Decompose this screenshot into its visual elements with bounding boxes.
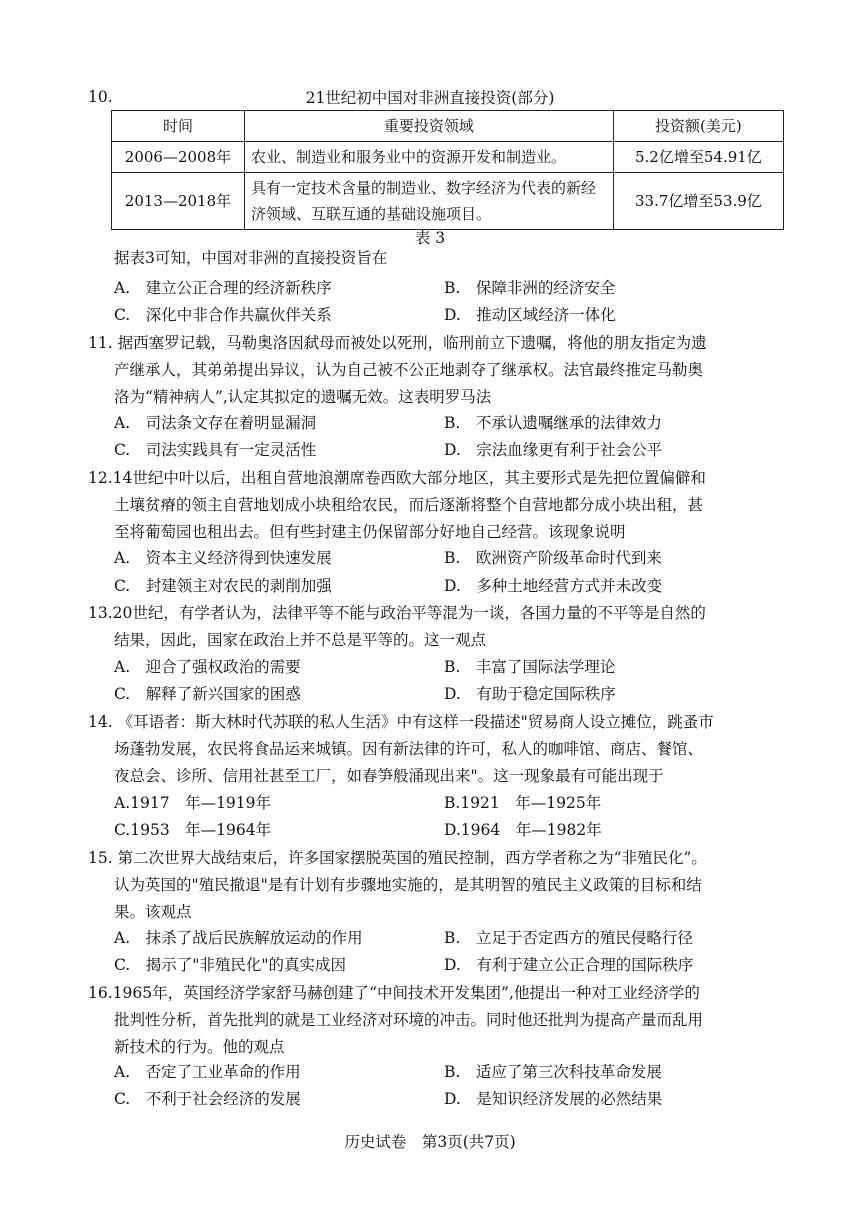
option-b[interactable]: B. 适应了第三次科技革命发展: [444, 1063, 662, 1081]
option-d[interactable]: D. 有助于稳定国际秩序: [444, 685, 616, 703]
option-d[interactable]: D. 宗法血缘更有利于社会公平: [444, 441, 663, 459]
option-c[interactable]: C. 揭示了"非殖民化"的真实成因: [114, 956, 346, 974]
option-a[interactable]: A. 资本主义经济得到快速发展: [114, 549, 332, 567]
question-11-line: 产继承人，其弟弟提出异议，认为自己被不公正地剥夺了继承权。法官最终推定马勒奥: [114, 361, 704, 379]
option-c[interactable]: C. 深化中非合作共赢伙伴关系: [114, 306, 332, 324]
option-b[interactable]: B. 保障非洲的经济安全: [444, 279, 616, 297]
row-field: 具有一定技术含量的制造业、数字经济为代表的新经济领域、互联互通的基础设施项目。: [244, 173, 613, 230]
header-time: 时间: [112, 111, 245, 142]
option-d[interactable]: D. 多种土地经营方式并未改变: [444, 577, 663, 595]
option-a[interactable]: A. 否定了工业革命的作用: [114, 1063, 301, 1081]
question-15-line: 15. 第二次世界大战结束后，许多国家摆脱英国的殖民控制，西方学者称之为“非殖民化”。: [88, 849, 707, 867]
row-time: 2013—2018年: [112, 173, 245, 230]
question-12-line: 12.14世纪中叶以后，出租自营地浪潮席卷西欧大部分地区，其主要形式是先把位置偏僻和: [88, 469, 706, 487]
question-11-line: 11. 据西塞罗记载，马勒奥洛因弑母而被处以死刑，临刑前立下遗嘱，将他的朋友指定为遗: [88, 334, 707, 352]
option-b[interactable]: B. 欧洲资产阶级革命时代到来: [444, 549, 662, 567]
question-13-line: 结果，因此，国家在政治上并不总是平等的。这一观点: [114, 631, 487, 649]
option-a[interactable]: A. 司法条文存在着明显漏洞: [114, 414, 317, 432]
question-16-line: 新技术的行为。他的观点: [114, 1038, 285, 1056]
question-14-line: 14. 《耳语者：斯大林时代苏联的私人生活》中有这样一段描述"贸易商人设立摊位，跳蚤市: [88, 713, 714, 731]
option-b[interactable]: B. 立足于否定西方的殖民侵略行径: [444, 929, 693, 947]
option-d[interactable]: D.1964 年—1982年: [444, 821, 602, 839]
table-row: [112, 173, 784, 230]
option-d[interactable]: D. 有利于建立公正合理的国际秩序: [444, 956, 694, 974]
option-a[interactable]: A. 抹杀了战后民族解放运动的作用: [114, 929, 363, 947]
option-c[interactable]: C.1953 年—1964年: [114, 821, 272, 839]
table-title: 21世纪初中国对非洲直接投资(部分): [305, 89, 555, 107]
option-c[interactable]: C. 封建领主对农民的剥削加强: [114, 577, 332, 595]
question-15-line: 果。该观点: [114, 903, 192, 921]
question-10-stem: 据表3可知，中国对非洲的直接投资旨在: [114, 249, 388, 267]
question-12-line: 土壤贫瘠的领主自营地划成小块租给农民，而后逐渐将整个自营地都分成小块出租，甚: [114, 496, 704, 514]
header-field: 重要投资领域: [244, 111, 613, 142]
option-a[interactable]: A. 建立公正合理的经济新秩序: [114, 279, 332, 297]
row-amount: 5.2亿增至54.91亿: [613, 142, 783, 173]
row-field: 农业、制造业和服务业中的资源开发和制造业。: [244, 142, 613, 173]
question-13-line: 13.20世纪，有学者认为，法律平等不能与政治平等混为一谈，各国力量的不平等是自然的: [88, 604, 706, 622]
option-b[interactable]: B. 丰富了国际法学理论: [444, 658, 616, 676]
option-c[interactable]: C. 司法实践具有一定灵活性: [114, 441, 317, 459]
table-caption: 表 3: [414, 229, 446, 247]
header-amount: 投资额(美元): [613, 111, 783, 142]
investment-table: [111, 110, 784, 230]
question-10-number: 10.: [88, 88, 113, 106]
table-header-row: [112, 111, 784, 142]
option-d[interactable]: D. 推动区域经济一体化: [444, 306, 616, 324]
option-c[interactable]: C. 解释了新兴国家的困惑: [114, 685, 301, 703]
option-b[interactable]: B.1921 年—1925年: [444, 794, 602, 812]
question-16-line: 16.1965年，英国经济学家舒马赫创建了“中间技术开发集团”,他提出一种对工业经济学的: [88, 984, 700, 1002]
option-c[interactable]: C. 不利于社会经济的发展: [114, 1090, 301, 1108]
page-footer: 历史试卷 第3页(共7页): [344, 1133, 516, 1151]
question-11-line: 洛为“精神病人”,认定其拟定的遗嘱无效。这表明罗马法: [114, 388, 492, 406]
question-14-line: 场蓬勃发展，农民将食品运来城镇。因有新法律的许可，私人的咖啡馆、商店、餐馆、: [114, 740, 704, 758]
row-time: 2006—2008年: [112, 142, 245, 173]
question-15-line: 认为英国的"殖民撤退"是有计划有步骤地实施的，是其明智的殖民主义政策的目标和结: [114, 876, 702, 894]
question-12-line: 至将葡萄园也租出去。但有些封建主仍保留部分好地自己经营。该现象说明: [114, 523, 626, 541]
question-14-line: 夜总会、诊所、信用社甚至工厂，如春笋般涌现出来"。这一现象最有可能出现于: [114, 767, 664, 785]
table-row: [112, 142, 784, 173]
option-d[interactable]: D. 是知识经济发展的必然结果: [444, 1090, 663, 1108]
question-16-line: 批判性分析，首先批判的就是工业经济对环境的冲击。同时他还批判为提高产量而乱用: [114, 1011, 704, 1029]
option-b[interactable]: B. 不承认遗嘱继承的法律效力: [444, 414, 662, 432]
option-a[interactable]: A. 迎合了强权政治的需要: [114, 658, 301, 676]
row-amount: 33.7亿增至53.9亿: [613, 173, 783, 230]
option-a[interactable]: A.1917 年—1919年: [114, 794, 272, 812]
